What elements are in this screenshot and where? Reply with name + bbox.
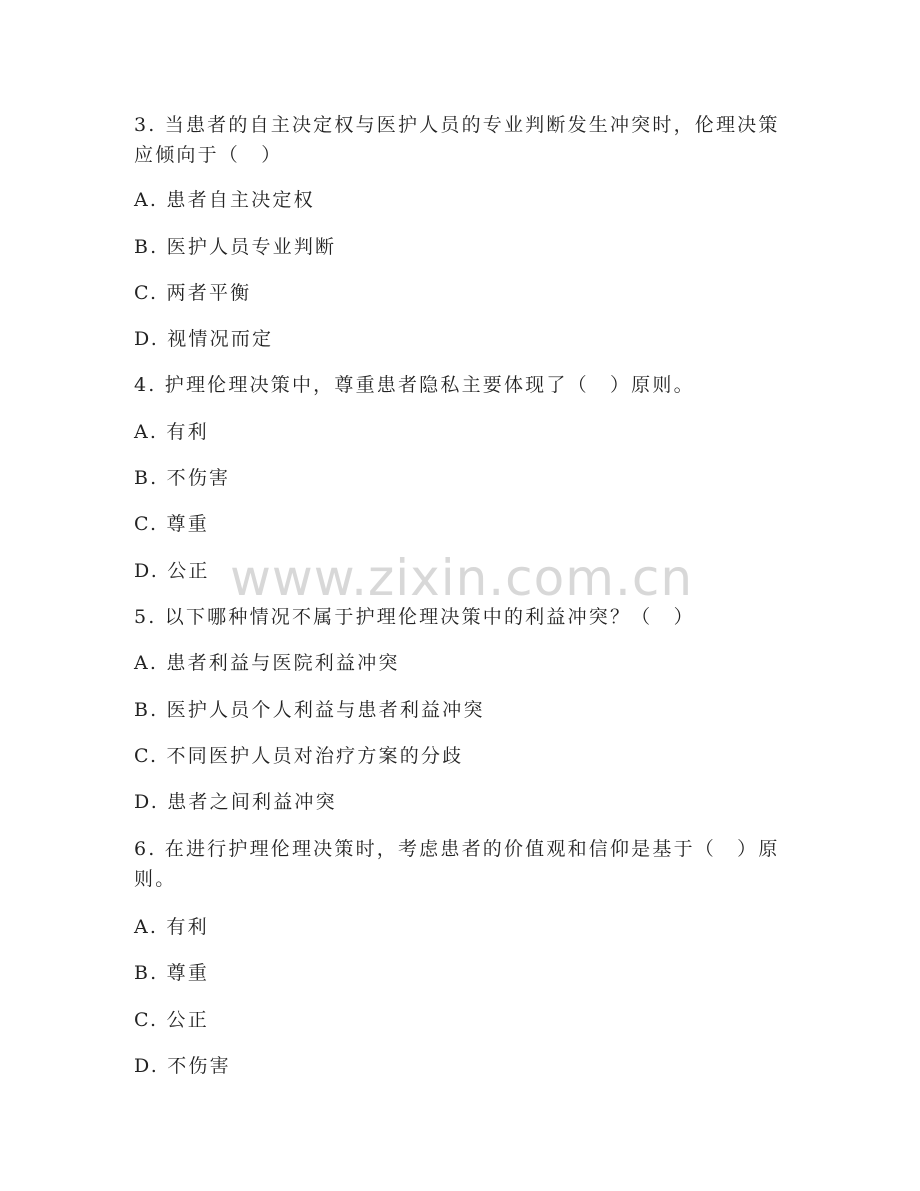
question-4-option-b: B. 不伤害 <box>134 467 231 489</box>
question-4-option-c: C. 尊重 <box>134 513 209 535</box>
question-3-option-b: B. 医护人员专业判断 <box>134 236 337 258</box>
question-6-option-c: C. 公正 <box>134 1009 209 1031</box>
question-4-option-a: A. 有利 <box>134 421 209 443</box>
question-3-option-a: A. 患者自主决定权 <box>134 189 315 211</box>
question-5-stem: 5. 以下哪种情况不属于护理伦理决策中的利益冲突？（ ） <box>134 606 695 628</box>
question-5-option-c: C. 不同医护人员对治疗方案的分歧 <box>134 745 464 767</box>
question-5-option-b: B. 医护人员个人利益与患者利益冲突 <box>134 699 485 721</box>
question-5-option-d: D. 患者之间利益冲突 <box>134 791 337 813</box>
question-3-option-d: D. 视情况而定 <box>134 328 274 350</box>
question-3-stem: 3. 当患者的自主决定权与医护人员的专业判断发生冲突时，伦理决策应倾向于（ ） <box>134 114 780 166</box>
watermark: www.zixin.com.cn <box>230 549 694 607</box>
question-6-option-d: D. 不伤害 <box>134 1055 231 1077</box>
question-6-option-b: B. 尊重 <box>134 962 210 984</box>
question-3-option-c: C. 两者平衡 <box>134 282 252 304</box>
question-4-stem: 4. 护理伦理决策中，尊重患者隐私主要体现了（ ）原则。 <box>134 374 695 396</box>
question-6-option-a: A. 有利 <box>134 916 209 938</box>
question-6-stem: 6. 在进行护理伦理决策时，考虑患者的价值观和信仰是基于（ ）原则。 <box>134 838 780 890</box>
question-5-option-a: A. 患者利益与医院利益冲突 <box>134 652 400 674</box>
question-4-option-d: D. 公正 <box>134 560 210 582</box>
